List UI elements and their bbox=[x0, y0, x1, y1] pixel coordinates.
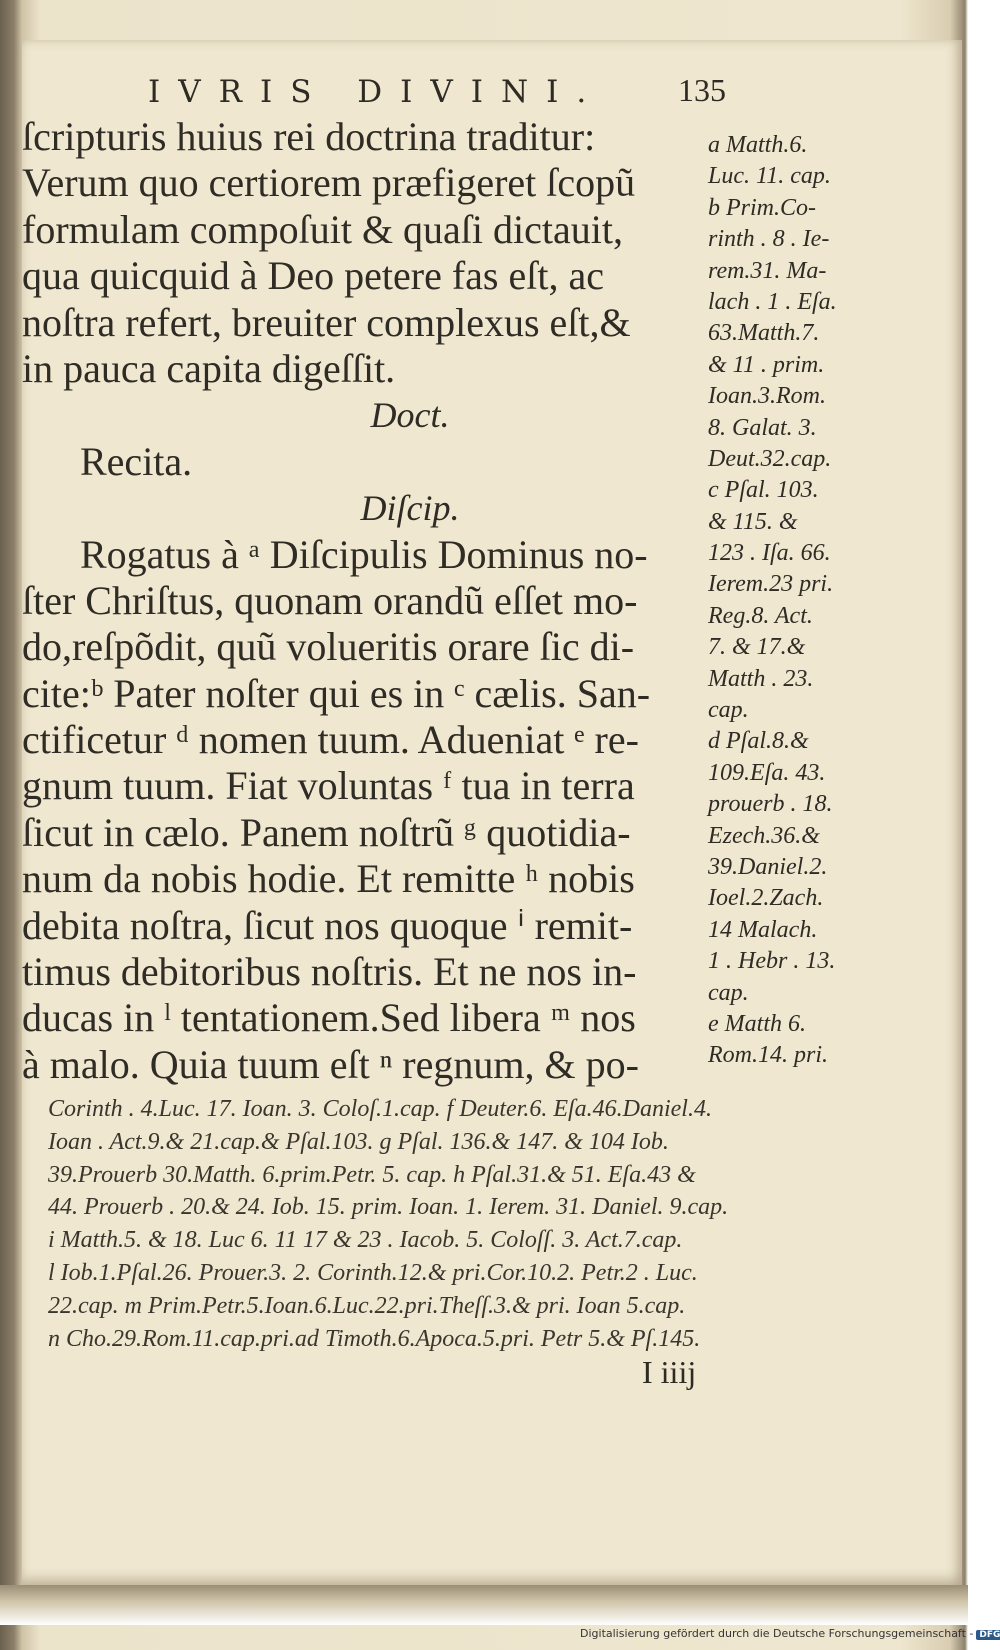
margin-note-line: 63.Matth.7. bbox=[708, 320, 820, 347]
text-line: Verum quo certiorem præfigeret ſcopũ bbox=[22, 160, 636, 206]
margin-note-line: cap. bbox=[708, 979, 749, 1006]
text-line: ſcripturis huius rei doctrina traditur: bbox=[22, 114, 596, 159]
margin-note-line: Ioan.3.Rom. bbox=[708, 383, 826, 410]
margin-note-line: b Prim.Co- bbox=[708, 194, 816, 221]
signature-mark: I iiij bbox=[642, 1354, 697, 1390]
footnote-line: i Matth.5. & 18. Luc 6. 11 17 & 23 . Iacob. 5. Coloſſ. 3. Act.7.cap. bbox=[48, 1227, 683, 1254]
recita-line: Recita. bbox=[80, 438, 193, 484]
footnote-line: 39.Prouerb 30.Matth. 6.prim.Petr. 5. cap. h Pſal.31.& 51. Eſa.43 & bbox=[48, 1161, 696, 1188]
margin-note-line: 109.Eſa. 43. bbox=[708, 759, 826, 786]
margin-note-line: Ioel.2.Zach. bbox=[708, 885, 824, 912]
text-line: cite:ᵇ Pater noſter qui es in ᶜ cælis. San- bbox=[22, 670, 651, 716]
margin-note-line: 39.Daniel.2. bbox=[708, 853, 828, 880]
margin-note-line: 14 Malach. bbox=[708, 916, 818, 943]
text-line: ſter Chriſtus, quonam orandũ eſſet mo- bbox=[22, 577, 638, 623]
footnote-line: Ioan . Act.9.& 21.cap.& Pſal.103. g Pſal. 136.& 147. & 104 Iob. bbox=[48, 1128, 669, 1155]
page-number: 135 bbox=[678, 72, 726, 108]
footnote-line: l Iob.1.Pſal.26. Prouer.3. 2. Corinth.12.& pri.Cor.10.2. Petr.2 . Luc. bbox=[48, 1259, 698, 1286]
margin-note-line: Reg.8. Act. bbox=[708, 602, 813, 629]
speaker-label-discip: Diſcip. bbox=[360, 488, 460, 529]
margin-note-line: 123 . Iſa. 66. bbox=[708, 540, 831, 567]
text-line: ctificetur ᵈ nomen tuum. Adueniat ᵉ re- bbox=[22, 717, 639, 763]
dfg-logo[interactable]: DFG bbox=[976, 1630, 1000, 1640]
margin-notes bbox=[708, 130, 858, 1072]
margin-note-line: d Pſal.8.& bbox=[708, 728, 809, 755]
footnote-line: n Cho.29.Rom.11.cap.pri.ad Timoth.6.Apoca.5.pri. Petr 5.& Pſ.145. bbox=[48, 1325, 701, 1352]
margin-note-line: Ierem.23 pri. bbox=[708, 571, 834, 598]
margin-note-line: Deut.32.cap. bbox=[708, 445, 832, 472]
credit-text: Digitalisierung gefördert durch die Deutsche Forschungsgemeinschaft - bbox=[580, 1627, 974, 1640]
footnotes bbox=[48, 1093, 908, 1355]
footnote-line: 22.cap. m Prim.Petr.5.Ioan.6.Luc.22.pri.Theſſ.3.& pri. Ioan 5.cap. bbox=[48, 1292, 686, 1319]
text-line: ducas in ˡ tentationem.Sed libera ᵐ nos bbox=[22, 995, 636, 1041]
margin-note-line: Matth . 23. bbox=[708, 665, 814, 692]
text-line: ſicut in cælo. Panem noſtrũ ᵍ quotidia- bbox=[22, 809, 631, 855]
text-line: timus debitoribus noſtris. Et ne nos in- bbox=[22, 949, 637, 995]
text-line: do,reſpõdit, quũ volueritis orare ſic di- bbox=[22, 624, 635, 670]
margin-note-line: rem.31. Ma- bbox=[708, 257, 827, 284]
page-bottom-edge bbox=[0, 1585, 968, 1625]
margin-note-line: Rom.14. pri. bbox=[708, 1042, 828, 1069]
footnote-line: 44. Prouerb . 20.& 24. Iob. 15. prim. Ioan. 1. Ierem. 31. Daniel. 9.cap. bbox=[48, 1194, 729, 1221]
text-line: num da nobis hodie. Et remitte ʰ nobis bbox=[22, 856, 635, 902]
text-line: formulam compoſuit & quaſi dictauit, bbox=[22, 206, 623, 252]
text-line: Rogatus à ᵃ Diſcipulis Dominus no- bbox=[80, 531, 648, 577]
text-line: à malo. Quia tuum eſt ⁿ regnum, & po- bbox=[22, 1041, 639, 1087]
text-line: in pauca capita digeſſit. bbox=[22, 345, 396, 391]
main-text-column bbox=[22, 114, 708, 1088]
text-line: gnum tuum. Fiat voluntas ᶠ tua in terra bbox=[22, 763, 635, 809]
margin-note-line: 7. & 17.& bbox=[708, 634, 806, 661]
margin-note-line: c Pſal. 103. bbox=[708, 477, 819, 504]
text-line: qua quicquid à Deo petere fas eſt, ac bbox=[22, 253, 604, 299]
margin-note-line: e Matth 6. bbox=[708, 1010, 806, 1037]
speaker-label-doct: Doct. bbox=[370, 395, 450, 436]
margin-note-line: prouerb . 18. bbox=[708, 791, 833, 818]
margin-note-line: a Matth.6. bbox=[708, 132, 808, 158]
margin-note-line: rinth . 8 . Ie- bbox=[708, 226, 830, 253]
digitization-credit bbox=[580, 1627, 1000, 1640]
margin-note-line: Luc. 11. cap. bbox=[708, 163, 831, 190]
margin-note-line: Ezech.36.& bbox=[708, 822, 820, 849]
margin-note-line: cap. bbox=[708, 697, 749, 724]
margin-note-line: 1 . Hebr . 13. bbox=[708, 948, 836, 975]
footnote-line: Corinth . 4.Luc. 17. Ioan. 3. Coloſ.1.cap. f Deuter.6. Eſa.46.Daniel.4. bbox=[48, 1096, 712, 1122]
margin-note-line: 8. Galat. 3. bbox=[708, 414, 817, 441]
running-head: IVRIS DIVINI. bbox=[148, 74, 605, 110]
margin-note-line: & 115. & bbox=[708, 508, 798, 535]
text-line: noſtra refert, breuiter complexus eſt,& bbox=[22, 299, 631, 345]
margin-note-line: lach . 1 . Eſa. bbox=[708, 288, 837, 315]
text-line: debita noſtra, ſicut nos quoque ⁱ remit- bbox=[22, 902, 633, 948]
margin-note-line: & 11 . prim. bbox=[708, 351, 825, 378]
